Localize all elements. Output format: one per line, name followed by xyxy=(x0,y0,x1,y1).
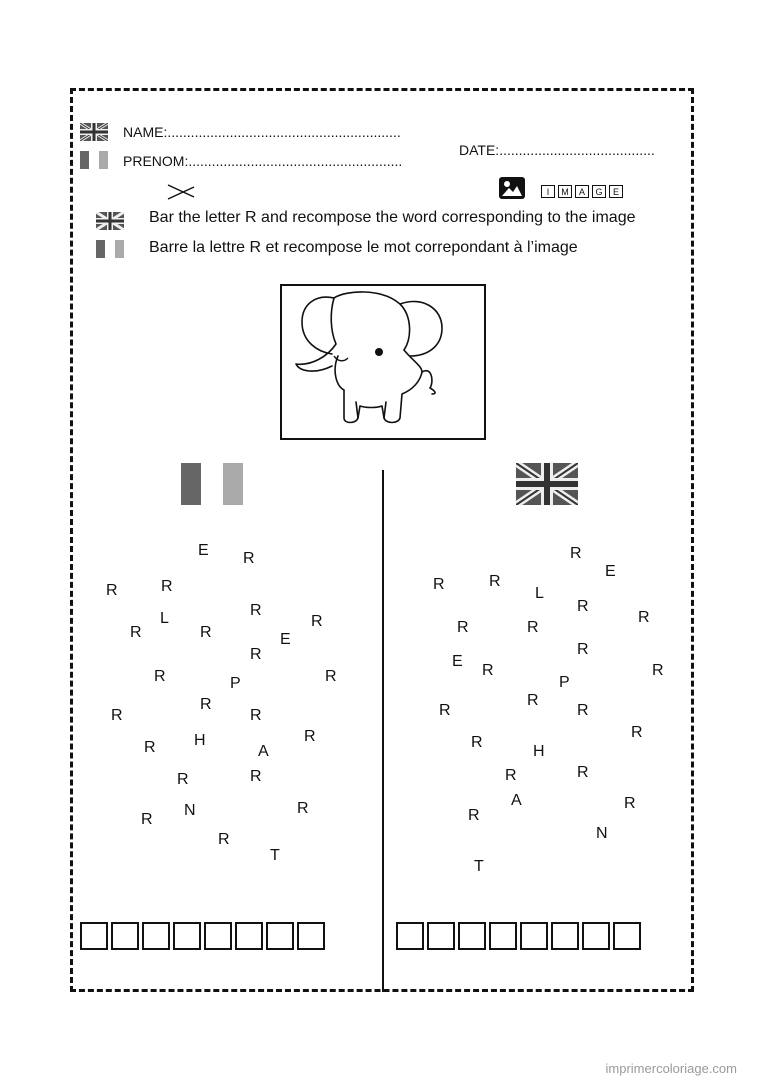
uk-flag-icon xyxy=(80,123,108,141)
tile-letter: M xyxy=(558,185,572,198)
letter[interactable]: E xyxy=(605,563,616,580)
prenom-field-label: PRENOM:....................................................... xyxy=(123,153,403,169)
image-word-tiles xyxy=(541,185,626,198)
tile-letter: A xyxy=(575,185,589,198)
date-field-label: DATE:........................................ xyxy=(459,142,655,158)
answer-box[interactable] xyxy=(80,922,108,950)
uk-flag-icon xyxy=(516,463,578,505)
answer-box[interactable] xyxy=(489,922,517,950)
answer-box[interactable] xyxy=(204,922,232,950)
tile-letter: I xyxy=(541,185,555,198)
letter[interactable]: R xyxy=(130,624,142,641)
letter[interactable]: R xyxy=(297,800,309,817)
letter[interactable]: R xyxy=(111,707,123,724)
letter[interactable]: R xyxy=(505,767,517,784)
letter[interactable]: R xyxy=(250,768,262,785)
column-divider xyxy=(382,470,384,992)
letter[interactable]: R xyxy=(468,807,480,824)
name-field-label: NAME:............................................................ xyxy=(123,124,401,140)
letter[interactable]: R xyxy=(570,545,582,562)
letter[interactable]: R xyxy=(577,641,589,658)
letter[interactable]: N xyxy=(596,825,608,842)
answer-box[interactable] xyxy=(520,922,548,950)
image-icon xyxy=(499,177,525,204)
answer-box[interactable] xyxy=(613,922,641,950)
answer-box[interactable] xyxy=(111,922,139,950)
letter[interactable]: R xyxy=(243,550,255,567)
picture-frame xyxy=(280,284,486,440)
answer-box[interactable] xyxy=(551,922,579,950)
letter[interactable]: H xyxy=(194,732,206,749)
letter[interactable]: R xyxy=(527,692,539,709)
letter[interactable]: P xyxy=(230,675,241,692)
letter[interactable]: R xyxy=(577,764,589,781)
answer-box[interactable] xyxy=(396,922,424,950)
answer-boxes-right[interactable] xyxy=(396,922,644,950)
letter[interactable]: E xyxy=(198,542,209,559)
letter[interactable]: T xyxy=(270,847,280,864)
letter[interactable]: R xyxy=(577,702,589,719)
answer-box[interactable] xyxy=(297,922,325,950)
letter[interactable]: R xyxy=(177,771,189,788)
answer-box[interactable] xyxy=(582,922,610,950)
letter[interactable]: R xyxy=(527,619,539,636)
elephant-illustration xyxy=(282,286,484,438)
uk-flag-icon xyxy=(96,212,124,230)
letter[interactable]: R xyxy=(482,662,494,679)
letter[interactable]: N xyxy=(184,802,196,819)
letter[interactable]: R xyxy=(311,613,323,630)
letter[interactable]: R xyxy=(325,668,337,685)
letter[interactable]: R xyxy=(200,696,212,713)
letter[interactable]: R xyxy=(200,624,212,641)
letter[interactable]: R xyxy=(439,702,451,719)
letter[interactable]: E xyxy=(280,631,291,648)
answer-box[interactable] xyxy=(266,922,294,950)
letter[interactable]: R xyxy=(471,734,483,751)
site-watermark: imprimercoloriage.com xyxy=(605,1061,737,1076)
letter[interactable]: R xyxy=(638,609,650,626)
letter[interactable]: R xyxy=(457,619,469,636)
letter[interactable]: L xyxy=(160,610,169,627)
letter[interactable]: H xyxy=(533,743,545,760)
letter[interactable]: P xyxy=(559,674,570,691)
letter[interactable]: R xyxy=(631,724,643,741)
letter[interactable]: R xyxy=(250,646,262,663)
letter[interactable]: R xyxy=(304,728,316,745)
letter[interactable]: R xyxy=(161,578,173,595)
letter[interactable]: R xyxy=(250,602,262,619)
answer-box[interactable] xyxy=(173,922,201,950)
letter[interactable]: R xyxy=(624,795,636,812)
letter[interactable]: R xyxy=(433,576,445,593)
instruction-french: Barre la lettre R et recompose le mot correpondant à l’image xyxy=(149,239,578,256)
letter[interactable]: R xyxy=(141,811,153,828)
france-flag-icon xyxy=(181,463,243,505)
answer-box[interactable] xyxy=(142,922,170,950)
instruction-english: Bar the letter R and recompose the word corresponding to the image xyxy=(149,209,636,226)
tile-letter: G xyxy=(592,185,606,198)
answer-box[interactable] xyxy=(427,922,455,950)
letter[interactable]: R xyxy=(489,573,501,590)
france-flag-icon xyxy=(80,151,108,169)
letter[interactable]: R xyxy=(250,707,262,724)
answer-box[interactable] xyxy=(235,922,263,950)
scissors-icon xyxy=(166,183,196,206)
letter[interactable]: R xyxy=(577,598,589,615)
france-flag-icon xyxy=(96,240,124,258)
letter[interactable]: A xyxy=(511,792,522,809)
letter[interactable]: E xyxy=(452,653,463,670)
letter[interactable]: R xyxy=(218,831,230,848)
letter[interactable]: A xyxy=(258,743,269,760)
tile-letter: E xyxy=(609,185,623,198)
letter[interactable]: R xyxy=(154,668,166,685)
letter[interactable]: R xyxy=(144,739,156,756)
letter[interactable]: T xyxy=(474,858,484,875)
answer-box[interactable] xyxy=(458,922,486,950)
answer-boxes-left[interactable] xyxy=(80,922,328,950)
letter[interactable]: L xyxy=(535,585,544,602)
letter[interactable]: R xyxy=(652,662,664,679)
letter[interactable]: R xyxy=(106,582,118,599)
